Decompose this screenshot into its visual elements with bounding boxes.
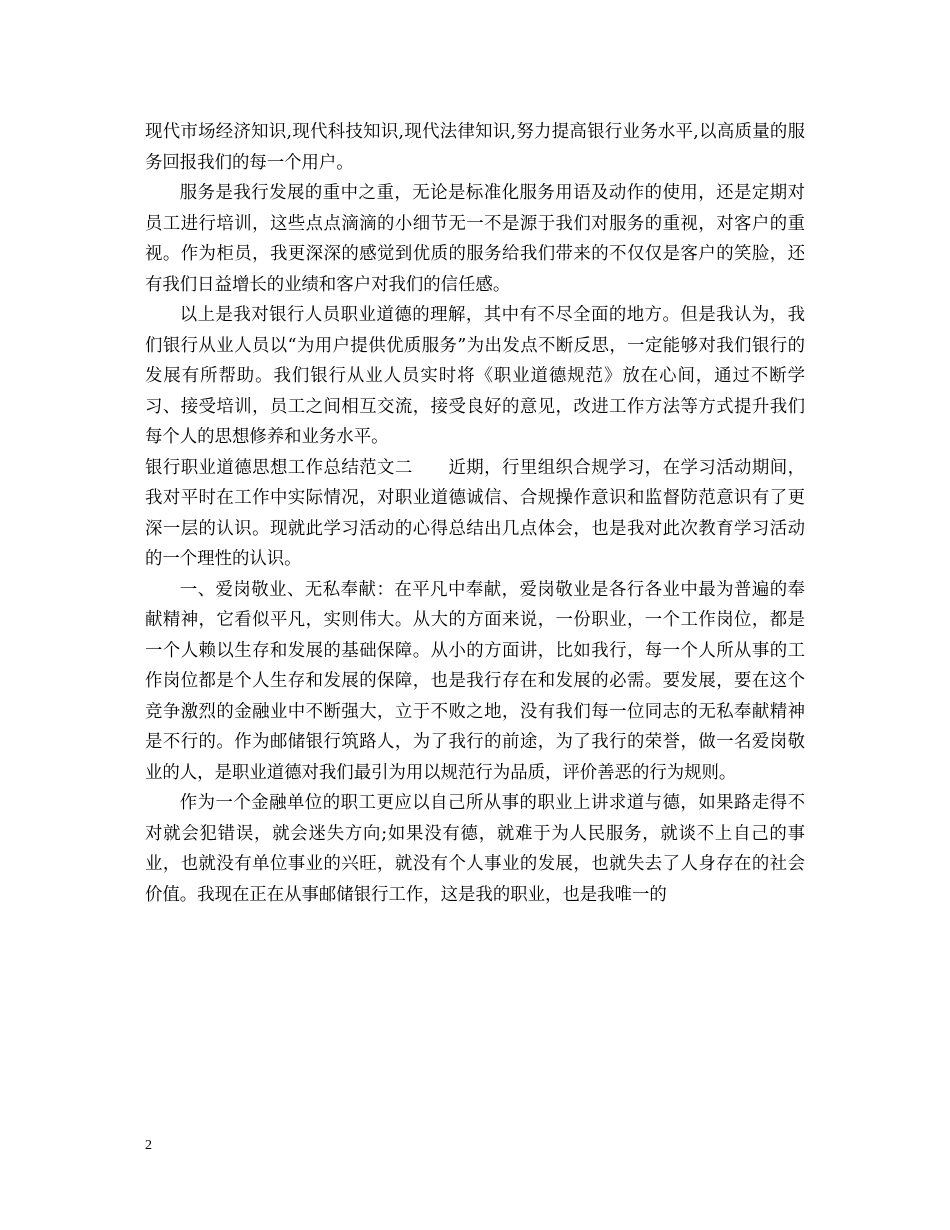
- paragraph-6: 作为一个金融单位的职工更应以自己所从事的职业上讲求道与德，如果路走得不对就会犯错误，就会迷失方向;如果没有德，就难于为人民服务，就谈不上自己的事业，也就没有单位事业的兴旺，就没有个人事业的发展，也就失去了人身存在的社会价值。我现在正在从事邮储银行工作，这是我的职业，也是我唯一的: [145, 793, 805, 905]
- paragraph-4: 银行职业道德思想工作总结范文二 近期，行里组织合规学习，在学习活动期间，我对平时在工作中实际情况，对职业道德诚信、合规操作意识和监督防范意识有了更深一层的认识。现就此学习活动的心得总结出几点体会，也是我对此次教育学习活动的一个理性的认识。: [145, 457, 805, 569]
- paragraph-5: 一、爱岗敬业、无私奉献：在平凡中奉献，爱岗敬业是各行各业中最为普遍的奉献精神，它看似平凡，实则伟大。从大的方面来说，一份职业，一个工作岗位，都是一个人赖以生存和发展的基础保障。从小的方面讲，比如我行，每一个人所从事的工作岗位都是个人生存和发展的保障，也是我行存在和发展的必需。要发展，要在这个竞争激烈的金融业中不断强大，立于不败之地，没有我们每一位同志的无私奉献精神是不行的。作为邮储银行筑路人，为了我行的前途，为了我行的荣誉，做一名爱岗敬业的人，是职业道德对我们最引为用以规范行为品质，评价善恶的行为规则。: [145, 579, 805, 783]
- paragraph-1: 现代市场经济知识,现代科技知识,现代法律知识,努力提高银行业务水平,以高质量的服务回报我们的每一个用户。: [145, 122, 805, 173]
- paragraph-3: 以上是我对银行人员职业道德的理解，其中有不尽全面的地方。但是我认为，我们银行从业人员以“为用户提供优质服务”为出发点不断反思，一定能够对我们银行的发展有所帮助。我们银行从业人员实时将《职业道德规范》放在心间，通过不断学习、接受培训，员工之间相互交流，接受良好的意见，改进工作方法等方式提升我们每个人的思想修养和业务水平。: [145, 305, 805, 447]
- paragraph-2: 服务是我行发展的重中之重，无论是标准化服务用语及动作的使用，还是定期对员工进行培训，这些点点滴滴的小细节无一不是源于我们对服务的重视，对客户的重视。作为柜员，我更深深的感觉到优质的服务给我们带来的不仅仅是客户的笑脸，还有我们日益增长的业绩和客户对我们的信任感。: [145, 183, 805, 295]
- document-body: [145, 117, 805, 910]
- page-number: 2: [145, 1138, 152, 1153]
